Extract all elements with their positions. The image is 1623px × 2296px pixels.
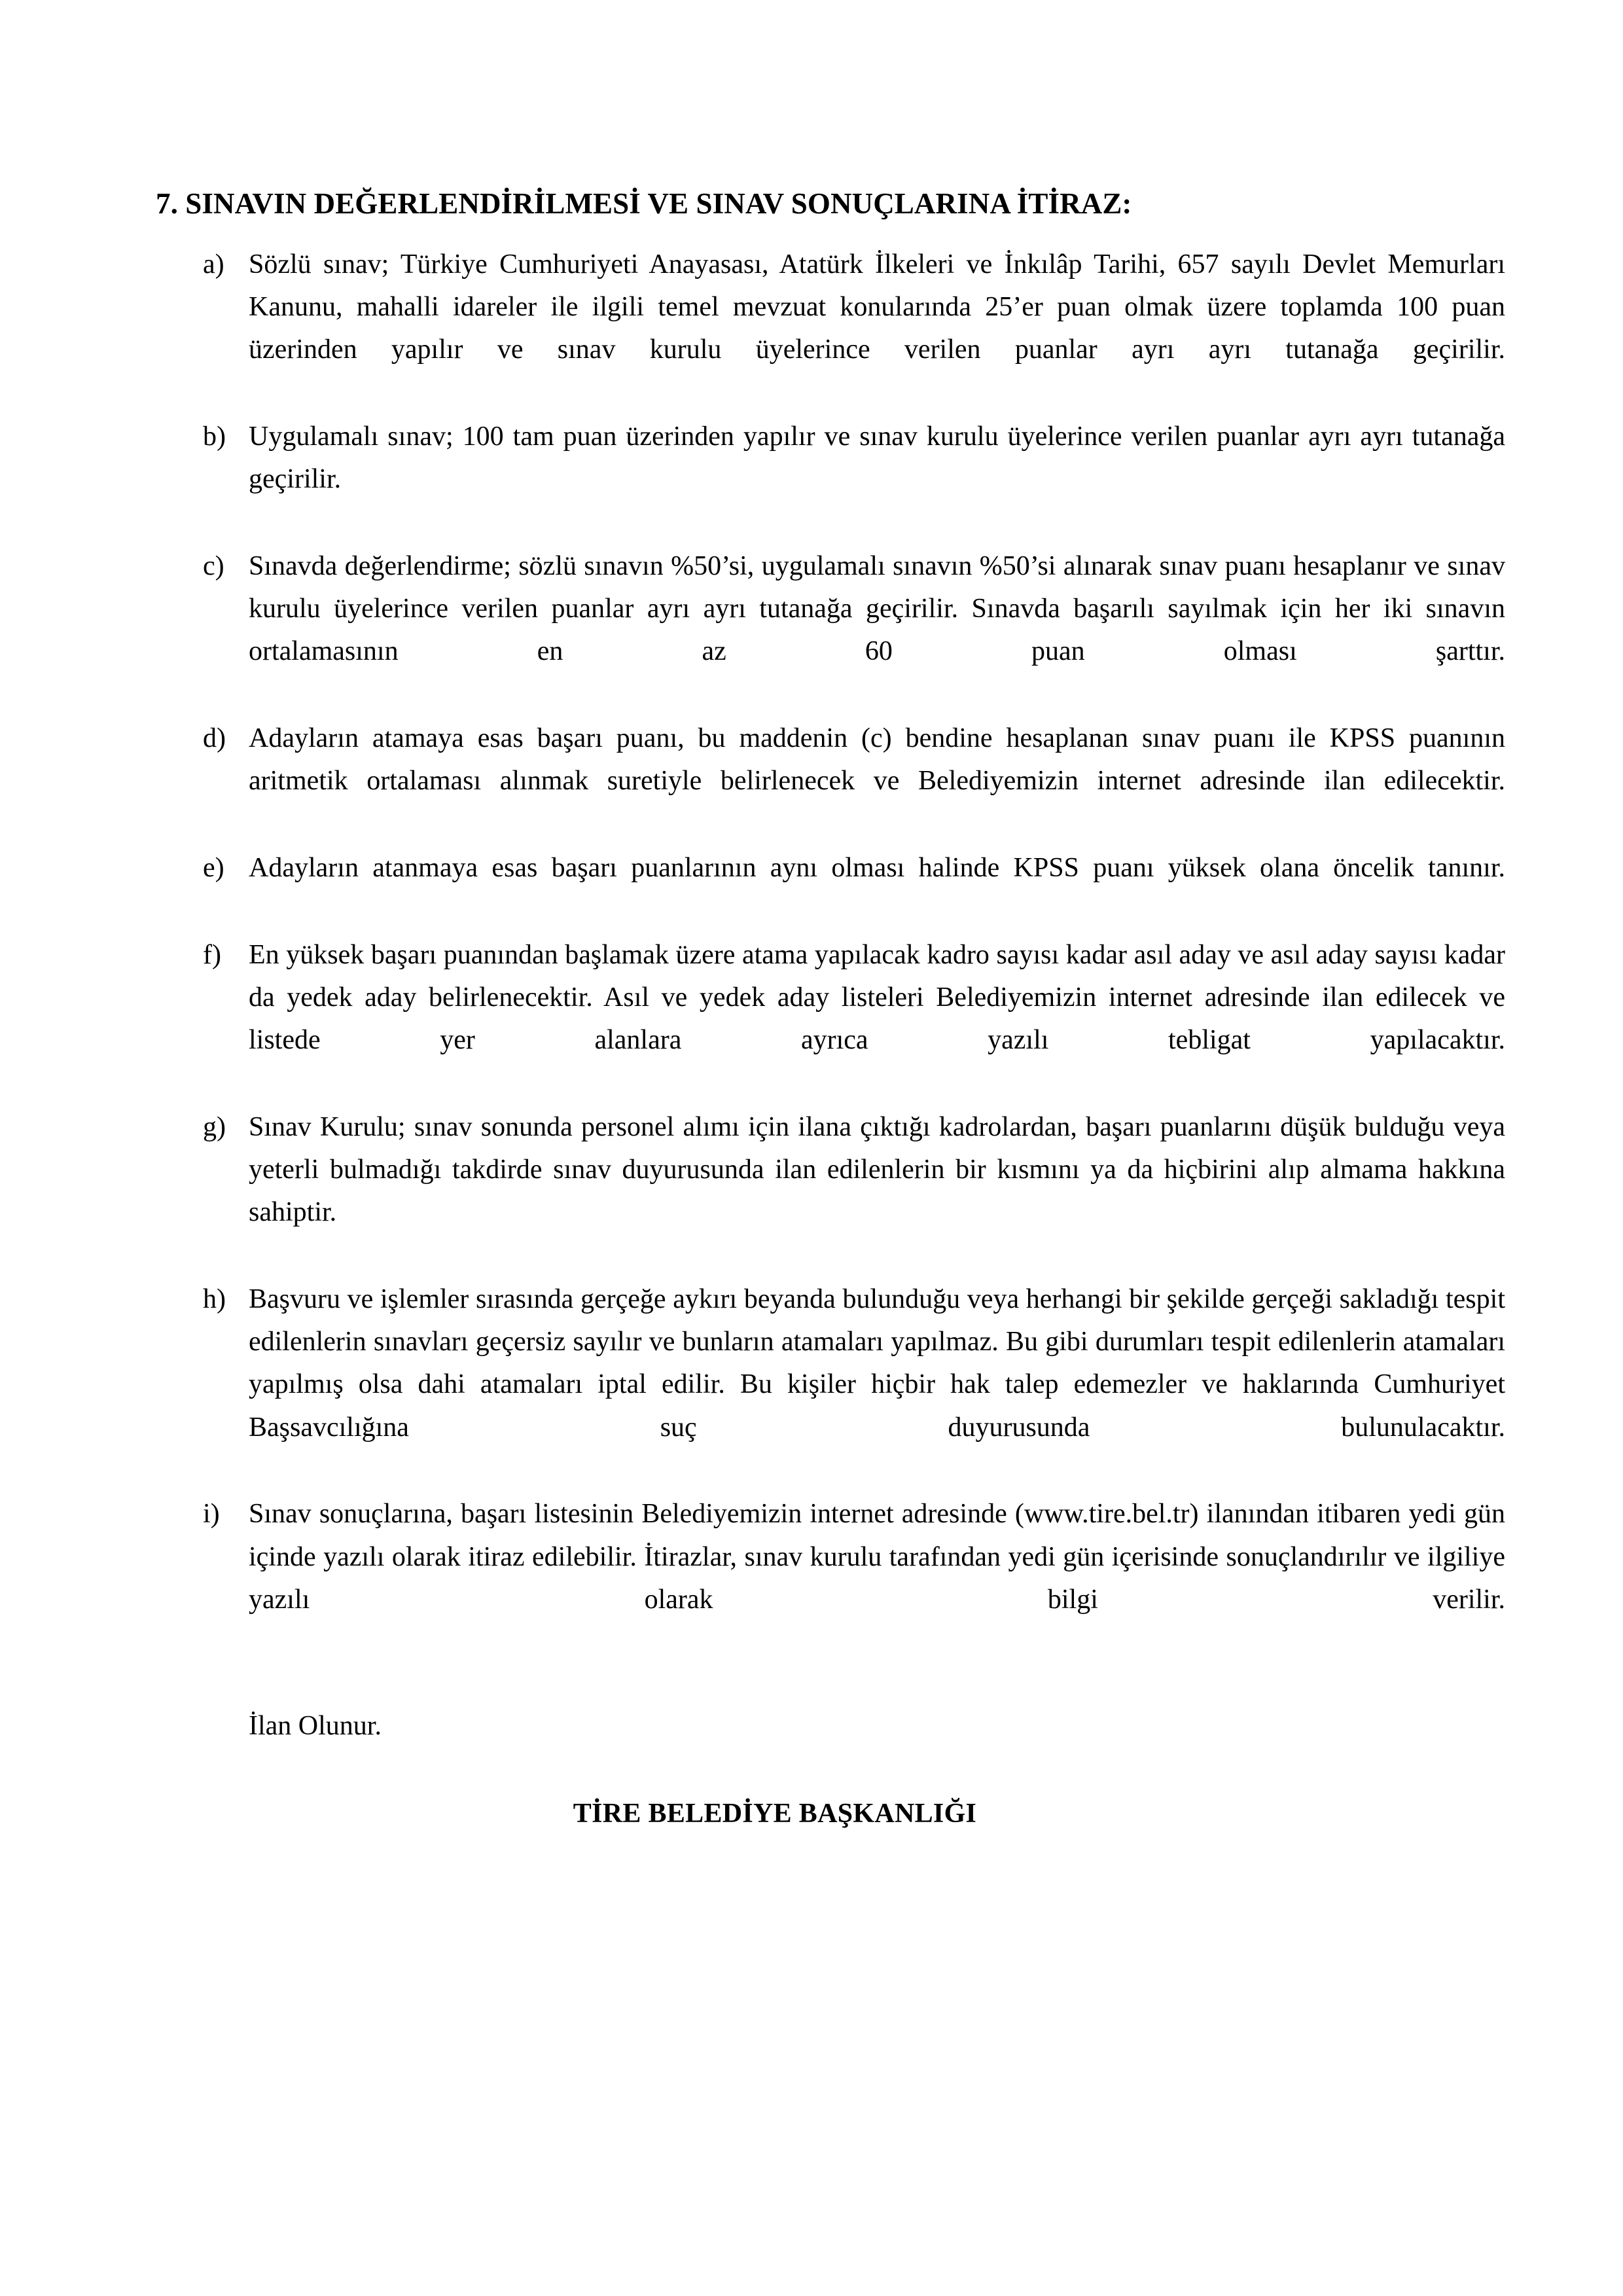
clause-text: Sınav sonuçlarına, başarı listesinin Belediyemizin internet adresinde (www.tire.bel.tr) ilanından itibaren yedi gün içinde yazılı olarak itiraz edilebilir. İtirazlar, sınav kurulu tarafından yedi gün içerisinde sonuçlandırılır ve ilgiliye yazılı olarak bilgi verilir. — [249, 1499, 1505, 1615]
signature-authority: TİRE BELEDİYE BAŞKANLIĞI — [573, 1798, 977, 1829]
clause-marker: g) — [203, 1111, 226, 1142]
clause-item-g — [156, 1106, 1505, 1277]
clause-text: Adayların atamaya esas başarı puanı, bu maddenin (c) bendine hesaplanan sınav puanı ile KPSS puanının aritmetik ortalaması alınmak suretiyle belirlenecek ve Belediyemizin internet adresinde ilan edilecektir. — [249, 723, 1505, 797]
clause-list — [156, 243, 1505, 1664]
clause-text: Sınav Kurulu; sınav sonunda personel alımı için ilana çıktığı kadrolardan, başarı puanlarını düşük bulduğu veya yeterli bulmadığı takdirde sınav duyurusunda ilan edilenlerin bir kısmını ya da hiçbirini alıp almama hakkına sahiptir. — [249, 1111, 1505, 1228]
clause-marker: e) — [203, 852, 224, 883]
closing-statement: İlan Olunur. — [249, 1710, 382, 1741]
page-title: 7. SINAVIN DEĞERLENDİRİLMESİ VE SINAV SONUÇLARINA İTİRAZ: — [156, 187, 1132, 220]
clause-text: Uygulamalı sınav; 100 tam puan üzerinden yapılır ve sınav kurulu üyelerince verilen puanlar ayrı ayrı tutanağa geçirilir. — [249, 421, 1505, 495]
clause-item-h — [156, 1278, 1505, 1492]
clause-item-b — [156, 416, 1505, 544]
clause-text: Adayların atanmaya esas başarı puanlarının aynı olması halinde KPSS puanı yüksek olana öncelik tanınır. — [249, 852, 1505, 883]
clause-text: En yüksek başarı puanından başlamak üzere atama yapılacak kadro sayısı kadar asıl aday ve asıl aday sayısı kadar da yedek aday belirlenecektir. Asıl ve yedek aday listeleri Belediyemizin internet adresinde ilan edilecek ve listede yer alanlara ayrıca yazılı tebligat yapılacaktır. — [249, 939, 1505, 1056]
clause-marker: c) — [203, 550, 224, 581]
clause-text: Başvuru ve işlemler sırasında gerçeğe aykırı beyanda bulunduğu veya herhangi bir şekilde gerçeği sakladığı tespit edilenlerin sınavları geçersiz sayılır ve bunların atamaları yapılmaz. Bu gibi durumları tespit edilenlerin atamaları yapılmış olsa dahi atamaları iptal edilir. Bu kişiler hiçbir hak talep edemezler ve haklarında Cumhuriyet Başsavcılığına suç duyurusunda bulunulacaktır. — [249, 1283, 1505, 1443]
clause-marker: i) — [203, 1499, 220, 1530]
clause-item-f — [156, 934, 1505, 1105]
clause-marker: f) — [203, 939, 221, 970]
clause-marker: d) — [203, 723, 226, 754]
clause-text: Sözlü sınav; Türkiye Cumhuriyeti Anayasası, Atatürk İlkeleri ve İnkılâp Tarihi, 657 sayılı Devlet Memurları Kanunu, mahalli idareler ile ilgili temel mevzuat konularında 25’er puan olmak üzere toplamda 100 puan üzerinden yapılır ve sınav kurulu üyelerince verilen puanlar ayrı ayrı tutanağa geçirilir. — [249, 249, 1505, 365]
clause-item-a — [156, 243, 1505, 414]
clause-item-c — [156, 545, 1505, 716]
clause-text: Sınavda değerlendirme; sözlü sınavın %50’si, uygulamalı sınavın %50’si alınarak sınav puanı hesaplanır ve sınav kurulu üyelerince verilen puanlar ayrı ayrı tutanağa geçirilir. Sınavda başarılı sayılmak için her iki sınavın ortalamasının en az 60 puan olması şarttır. — [249, 550, 1505, 667]
clause-marker: h) — [203, 1283, 226, 1314]
clause-item-d — [156, 717, 1505, 846]
clause-marker: a) — [203, 249, 224, 279]
clause-marker: b) — [203, 421, 226, 452]
document-content — [156, 187, 1505, 1831]
clause-item-i — [156, 1493, 1505, 1664]
clause-item-e — [156, 847, 1505, 933]
